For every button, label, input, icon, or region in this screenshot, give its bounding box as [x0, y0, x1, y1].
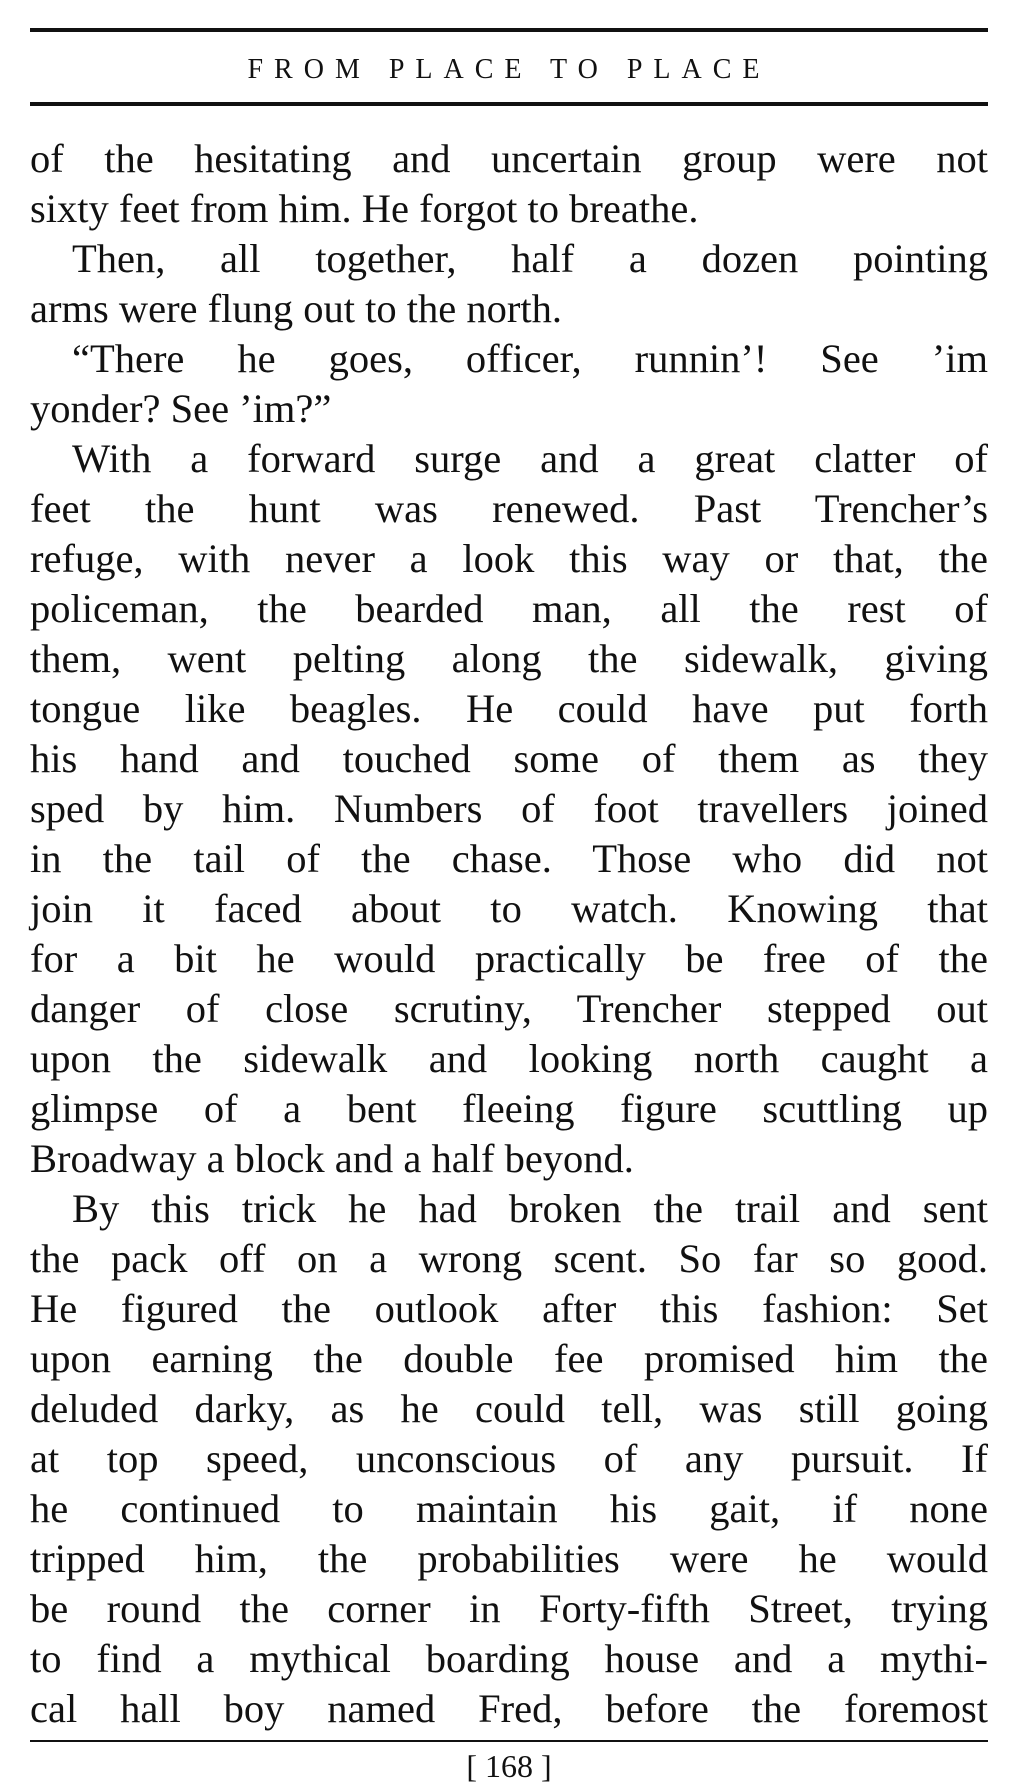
text-line: upon the sidewalk and looking north caught a	[30, 1036, 988, 1081]
text-line: deluded darky, as he could tell, was still going	[30, 1386, 988, 1431]
text-line: Then, all together, half a dozen pointing	[72, 236, 988, 281]
text-line: sped by him. Numbers of foot travellers joined	[30, 786, 988, 831]
text-line: be round the corner in Forty-fifth Street, trying	[30, 1586, 988, 1631]
body-text	[30, 134, 988, 1734]
text-line: danger of close scrutiny, Trencher stepped out	[30, 986, 988, 1031]
header-rule	[30, 102, 988, 106]
text-line: tongue like beagles. He could have put forth	[30, 686, 988, 731]
text-line: yonder? See ’im?”	[30, 386, 332, 431]
text-line: of the hesitating and uncertain group were not	[30, 136, 988, 181]
text-line: feet the hunt was renewed. Past Trencher’s	[30, 486, 988, 531]
text-line: them, went pelting along the sidewalk, giving	[30, 636, 988, 681]
text-line: for a bit he would practically be free of the	[30, 936, 988, 981]
text-line: He figured the outlook after this fashion: Set	[30, 1286, 988, 1331]
running-head: FROM PLACE TO PLACE	[247, 54, 771, 85]
text-line: join it faced about to watch. Knowing that	[30, 886, 988, 931]
text-line: in the tail of the chase. Those who did not	[30, 836, 988, 881]
text-line: his hand and touched some of them as they	[30, 736, 988, 781]
page-number: [ 168 ]	[466, 1748, 552, 1784]
text-line: By this trick he had broken the trail and sent	[72, 1186, 988, 1231]
text-line: cal hall boy named Fred, before the foremost	[30, 1686, 988, 1731]
text-line: the pack off on a wrong scent. So far so good.	[30, 1236, 988, 1281]
text-line: tripped him, the probabilities were he would	[30, 1536, 988, 1581]
text-line: sixty feet from him. He forgot to breathe.	[30, 186, 699, 231]
text-line: he continued to maintain his gait, if none	[30, 1486, 988, 1531]
text-line: With a forward surge and a great clatter of	[72, 436, 988, 481]
top-rule	[30, 28, 988, 32]
text-line: refuge, with never a look this way or that, the	[30, 536, 988, 581]
text-line: arms were flung out to the north.	[30, 286, 562, 331]
book-page	[30, 28, 988, 1784]
text-line: at top speed, unconscious of any pursuit. If	[30, 1436, 988, 1481]
text-line: to find a mythical boarding house and a mythi-	[30, 1636, 988, 1681]
text-line: Broadway a block and a half beyond.	[30, 1136, 634, 1181]
text-line: glimpse of a bent fleeing figure scuttling up	[30, 1086, 988, 1131]
footer-rule	[30, 1740, 988, 1742]
text-line: upon earning the double fee promised him the	[30, 1336, 988, 1381]
text-line: policeman, the bearded man, all the rest of	[30, 586, 988, 631]
text-line: “There he goes, officer, runnin’! See ’im	[72, 336, 988, 381]
